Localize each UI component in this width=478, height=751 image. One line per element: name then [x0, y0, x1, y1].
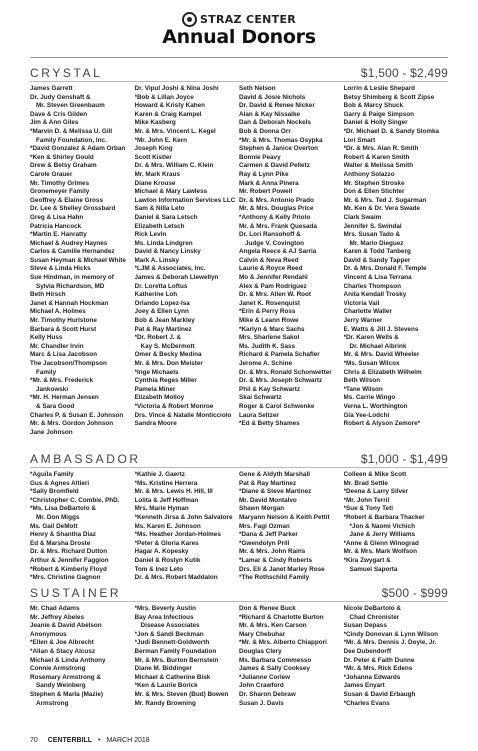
- donor-name: David & Sandy Tapper: [343, 256, 411, 264]
- donor-name: Carlos & Camille Hernandez: [30, 248, 115, 256]
- donor-name: Gene & Aldyth Marshall: [239, 471, 310, 478]
- donor-name: Mr. Timothy Hurlstone: [30, 317, 97, 325]
- donor-name: Gus & Agnes Altieri: [30, 479, 90, 487]
- donor-name: Anthony Solazzo: [343, 170, 395, 178]
- donor-name: Barbara & Scott Hurst: [30, 325, 97, 333]
- donor-name: Michael & Linda Anthony: [30, 656, 106, 664]
- donor-name: Nicole DeBartolo &: [343, 605, 401, 612]
- donor-name: *Dr. & Mrs. Alan R. Smith: [343, 145, 419, 153]
- donor-name: Mr. Randy Browning: [134, 699, 196, 707]
- donor-name: Jankowski: [36, 385, 69, 393]
- donor-name: Sam & Nilla Leto: [134, 205, 185, 213]
- donor-name: Dr. Peter & Faith Dunne: [343, 656, 415, 664]
- donor-name: *Anthony & Kelly Priolo: [239, 213, 311, 221]
- donor-name: Rosemary Armstrong &: [30, 673, 101, 681]
- donor-name: Jane & Jerry Williams: [349, 531, 416, 539]
- donor-name: Mr. Brad Settle: [343, 479, 388, 487]
- donor-name: Anita Kendall Trosky: [343, 291, 407, 299]
- donor-column: [344, 85, 449, 437]
- donor-name: *Kira Zwygart &: [343, 556, 391, 564]
- donor-name: Dave & Cris Gilden: [30, 110, 88, 118]
- donor-name: *Ken & Laurie Borick: [134, 682, 198, 690]
- donor-name: *Ms. Lisa DeBartolo &: [30, 505, 96, 513]
- donor-name: Mr. & Mrs. Ted J. Sugarman: [343, 196, 427, 204]
- donor-name: *Mr. & Mrs. Frederick: [30, 377, 94, 385]
- donor-name: Tom & Inez Leto: [134, 565, 184, 573]
- donor-name: Drs. Vince & Natalie Monticciolo: [134, 411, 232, 419]
- donor-name: Armstrong: [36, 699, 69, 707]
- donor-name: Chris & Elizabeth Wilhelm: [343, 368, 422, 376]
- donor-name: Douglas Clery: [239, 647, 282, 655]
- donor-name: Vincent & Lisa Terrana: [343, 274, 412, 282]
- donor-name: Dr. & Mrs. Ronald Schonwetter: [239, 368, 332, 376]
- donor-name: Family Foundation, Inc.: [36, 136, 107, 144]
- donor-name: Charles P. & Susan E. Johnson: [30, 411, 124, 419]
- donor-name: Family: [36, 368, 57, 376]
- donor-name: *Sally Bromfield: [30, 488, 79, 496]
- donor-name: Jane Johnson: [30, 428, 73, 436]
- donor-name: Robert & Alyson Zemore*: [343, 420, 421, 428]
- donor-name: Mr. & Mrs. David Wheeler: [343, 351, 420, 359]
- donor-name: Elizabeth Molloy: [134, 394, 185, 402]
- donor-name: Chad Chronister: [349, 613, 400, 621]
- donor-name: Laura Seltzer: [239, 411, 279, 419]
- page-header: [0, 0, 478, 66]
- donor-name: Connie Armstrong: [30, 665, 86, 673]
- donor-name: *Peter & Gloria Kares: [134, 539, 199, 547]
- donor-name: *Cindy Donovan & Lynn Wilson: [343, 630, 439, 638]
- issue-date: MARCH 2018: [106, 737, 150, 744]
- donor-name: Anonymous: [30, 630, 67, 638]
- donor-name: *Mr. John Terril: [343, 496, 390, 504]
- donor-name: Dr. Sharon Debraw: [239, 690, 296, 698]
- donor-name: Sandy Weinberg: [36, 682, 86, 690]
- donor-name: Mr. & Mrs. Douglas Price: [239, 205, 314, 213]
- donor-name: Janet & Hannah Hockman: [30, 299, 109, 307]
- donor-name: Jeanie & David Abelson: [30, 622, 102, 630]
- donor-name: *Dana & Jeff Parker: [239, 531, 298, 539]
- donor-name: Shawn Morgan: [239, 505, 285, 513]
- donor-name: Mrs. Sharlene Sakol: [239, 334, 300, 342]
- donor-name: *Julianne Corlew: [239, 673, 291, 681]
- donor-name: Garry & Paige Simpson: [343, 110, 415, 118]
- donor-name: Mr. & Mrs. Vincent L. Kegel: [134, 127, 216, 135]
- donor-name: *Dr. Robert J. &: [134, 334, 182, 342]
- donor-name: Daniel & Sara Letsch: [134, 213, 198, 221]
- donor-name: Sue Hindman, in memory of: [30, 274, 114, 282]
- donor-name: Scott Kistler: [134, 153, 172, 161]
- donor-name: *Allan & Stacy Alcusz: [30, 647, 95, 655]
- donor-name: John Crawford: [239, 682, 284, 690]
- donor-name: Patricia Hancock: [30, 222, 82, 230]
- donor-name: Drs. Eli & Janet Marley Rose: [239, 565, 325, 573]
- donor-name: Steve & Linda Hicks: [30, 265, 91, 273]
- donor-name: Bob & Jean Markley: [134, 317, 195, 325]
- donor-column: [135, 605, 240, 708]
- donor-name: Michael & Mary Lawless: [134, 188, 208, 196]
- donor-name: Roger & Carol Schwenke: [239, 402, 315, 410]
- donor-name: Mr. Chandler Irvin: [30, 342, 84, 350]
- tier-name: SUSTAINER: [30, 586, 122, 600]
- donor-name: Kay S. McDermott: [140, 342, 195, 350]
- donor-name: David & Nancy Linsky: [134, 248, 201, 256]
- tier-range: $1,000 - $1,499: [360, 452, 448, 466]
- donor-name: Ms. Judith K. Sass: [239, 342, 296, 350]
- donor-name: James Garrett: [30, 85, 73, 92]
- donor-name: *Anne & Glenn Winograd: [343, 539, 419, 547]
- donor-name: Alan & Kay Nissalke: [239, 110, 300, 118]
- donor-name: Omer & Becky Medina: [134, 351, 202, 359]
- donor-name: Mary Chebuhar: [239, 630, 286, 638]
- donor-name: Gia Yee-Lodchi: [343, 411, 390, 419]
- donor-name: James Enyart: [343, 682, 385, 690]
- donor-name: *Kathie J. Gaertz: [134, 471, 185, 478]
- donor-name: *Erin & Perry Ross: [239, 308, 296, 316]
- donor-name: Lorrin & Leslie Shepard: [343, 85, 416, 92]
- donor-name: Dr. & Mrs. Allen W. Root: [239, 291, 312, 299]
- donor-name: Dr. & Mrs. Robert Maddalon: [134, 574, 218, 582]
- donor-name: Disease Associates: [140, 622, 200, 630]
- donor-name: Mr. Steven Greenbaum: [36, 102, 105, 110]
- donor-name: Beth Wilson: [343, 377, 381, 385]
- donor-name: *Tane Wilson: [343, 385, 383, 393]
- donor-name: *Dr. Michael D. & Sandy Slomka: [343, 127, 440, 135]
- donor-name: *The Rothschild Family: [239, 574, 310, 582]
- donor-column: [239, 85, 344, 437]
- donor-name: Jerome A. Schine: [239, 360, 293, 367]
- tier-range: $1,500 - $2,499: [360, 66, 448, 80]
- donor-name: Gronemeyer Family: [30, 188, 90, 196]
- donor-name: Don & Ellen Stichter: [343, 188, 405, 196]
- donor-name: Dr. Judy Genshaft &: [30, 93, 91, 101]
- donor-name: Lawton Information Services LLC: [134, 196, 236, 204]
- donor-name: Mr. & Mrs. Lewis H. Hill, III: [134, 488, 213, 496]
- publication-name: CENTERBILL: [47, 737, 93, 744]
- donor-name: Mr. Robert Powell: [239, 188, 293, 196]
- donor-name: *LJM & Associates, Inc.: [134, 265, 206, 273]
- donor-name: Karen & Craig Kampel: [134, 110, 202, 118]
- donor-name: Joseph King: [134, 145, 173, 153]
- donor-name: Maryann Nelson & Keith Pettit: [239, 513, 330, 521]
- donor-name: Bob & Marcy Shuck: [343, 102, 404, 110]
- donor-name: Henry & Shantha Diaz: [30, 531, 96, 539]
- logo-text: STRAZ CENTER: [199, 12, 297, 26]
- donor-name: & Sara Good: [36, 402, 75, 410]
- donor-name: Ed & Marsha Droste: [30, 539, 91, 547]
- donor-name: Mr. & Mrs. Frank Quesada: [239, 222, 317, 230]
- donor-name: *Judi Bennett-Goldworth: [134, 639, 210, 647]
- donor-name: Mr. David Montalvo: [239, 496, 297, 504]
- donor-name: Verna L. Worthington: [343, 402, 408, 410]
- page-number: 70: [30, 737, 38, 744]
- donor-name: *Victoria & Robert Monroe: [134, 402, 214, 410]
- donor-column: [344, 605, 449, 708]
- donor-name: *Charles Evans: [343, 699, 390, 707]
- donor-name: Elizabeth Letsch: [134, 222, 185, 230]
- donor-name: Mr. Don Miggs: [36, 513, 80, 521]
- donor-column: [239, 605, 344, 708]
- donor-name: Geoffrey & Elaine Gross: [30, 196, 103, 204]
- donor-name: E. Watts & Jill J. Stevens: [343, 325, 419, 333]
- donor-name: *Mrs. Christine Gagnon: [30, 574, 101, 582]
- donor-name: Janet K. Rosenquist: [239, 299, 300, 307]
- donor-column: [30, 605, 135, 708]
- donor-name: Dr. & Mrs. Antonio Prado: [239, 196, 314, 204]
- donor-name: Sandra Moore: [134, 420, 177, 428]
- donor-name: *Richard & Charlotte Burton: [239, 613, 324, 621]
- donor-name: Mr. & Mrs. Steven (Bud) Bowen: [134, 690, 229, 698]
- donor-name: James & Deborah Llewellyn: [134, 274, 219, 282]
- donor-name: Phil & Kay Schwartz: [239, 385, 300, 393]
- donor-name: Daniel & Roslyn Kutik: [134, 556, 201, 564]
- donor-name: Mr. & Mrs. Mark Wolfson: [343, 548, 418, 556]
- donor-name: Mr. & Mrs. Ken Carson: [239, 622, 307, 630]
- donor-name: Samuel Saporta: [349, 565, 398, 573]
- donor-name: Mr. Mark Kraus: [134, 170, 180, 178]
- donor-name: Michael & Catherine Bisk: [134, 673, 211, 681]
- donor-name: Laurie & Royce Reed: [239, 265, 303, 273]
- donor-name: Colleen & Mike Scott: [343, 471, 407, 478]
- donor-name: *Robert & Barbara Thacker: [343, 513, 425, 521]
- donor-name: Rick Levin: [134, 231, 167, 239]
- donor-name: *Inge Michaels: [134, 368, 179, 376]
- donor-columns: [30, 605, 448, 708]
- donor-name: *Mr. John E. Kern: [134, 136, 188, 144]
- donor-name: Jim & Ann Giles: [30, 119, 79, 127]
- donor-name: *Mr. & Mrs. Thomas Osypka: [239, 136, 323, 144]
- donor-name: Dr. David & Renee Nicker: [239, 102, 315, 110]
- donor-name: Walter & Melissa Smith: [343, 162, 414, 170]
- donor-name: *Aguila Family: [30, 471, 74, 478]
- donor-name: Charles Thompson: [343, 282, 401, 290]
- donor-name: *Ms. Susan Wilcox: [343, 360, 400, 367]
- donor-name: *Sue & Tony Teti: [343, 505, 393, 513]
- donor-name: Mark & Anna Pinera: [239, 179, 299, 187]
- donor-name: Mr. & Mrs. John Rains: [239, 548, 306, 556]
- donor-name: Mr. Timothy Grimes: [30, 179, 90, 187]
- donor-name: David & Josie Nichols: [239, 93, 306, 101]
- donor-name: *Lamar & Cindy Roberts: [239, 556, 312, 564]
- donor-name: Berman Family Foundation: [134, 647, 217, 655]
- donor-name: Pat & Ray Martinez: [134, 325, 192, 333]
- donor-name: *Mr. & Mrs. Dennis J. Doyle, Jr.: [343, 639, 437, 647]
- donor-name: *Ken & Shirley Gould: [30, 153, 94, 161]
- donor-name: *Mr. & Mrs. Alberto Chiappori: [239, 639, 327, 647]
- donor-name: *Gwendolyn Prill: [239, 539, 290, 547]
- donor-name: *Jon & Sandi Beckman: [134, 630, 204, 638]
- donor-name: Marc & Lisa Jacobson: [30, 351, 97, 359]
- donor-name: Jennifer S. Swindal: [343, 222, 402, 230]
- donor-name: Dr. Lee & Shelley Grossbard: [30, 205, 116, 213]
- donor-name: Mike Kasberg: [134, 119, 176, 127]
- donor-name: *Diane & Steve Martinez: [239, 488, 312, 496]
- tier-range: $500 - $999: [381, 586, 448, 600]
- donor-name: Mr. Jeffrey Abeles: [30, 613, 85, 621]
- donor-name: Dan & Deborah Nockels: [239, 119, 311, 127]
- donor-name: Ms. Linda Lindgren: [134, 239, 193, 247]
- donor-name: Hagar A. Kopesky: [134, 548, 189, 556]
- donor-name: Stephen & Marla (Mazie): [30, 690, 103, 698]
- donor-name: Charlotte Waller: [343, 308, 392, 316]
- donor-name: *Bob & Lillan Joyce: [134, 93, 194, 101]
- donor-name: Greg & Lisa Hahn: [30, 213, 84, 221]
- donor-name: Cynthia Reges Miller: [134, 377, 197, 385]
- donor-name: Skai Schwartz: [239, 394, 282, 402]
- donor-column: [239, 471, 344, 583]
- donor-name: Ms. Carrie Wingo: [343, 394, 396, 402]
- donor-name: Dr. Lori Ransohoff &: [239, 231, 301, 239]
- footer-separator: •: [98, 737, 101, 744]
- donor-columns: [30, 85, 448, 437]
- donor-name: Susan Heyman & Michael White: [30, 256, 126, 264]
- donor-name: *Martin E. Hanratty: [30, 231, 87, 239]
- donor-name: Dr. & Mrs. Joseph Schwartz: [239, 377, 323, 385]
- donor-name: *Marvin D. & Melissa U. Gill: [30, 127, 113, 135]
- donor-name: Kelly Huss: [30, 334, 63, 342]
- donor-name: Dee Dubendorff: [343, 647, 392, 655]
- donor-name: Ms. Gail DeMott: [30, 522, 78, 530]
- donor-name: Susan Depass: [343, 622, 387, 630]
- donor-name: Daniel & Holly Singer: [343, 119, 408, 127]
- donor-name: *Ms. Kristine Herrera: [134, 479, 198, 487]
- donor-name: *Mr. H. Herman Jensen: [30, 394, 99, 402]
- donor-name: *Karlyn & Marc Sachs: [239, 325, 305, 333]
- donor-name: Alex & Pam Rodriguez: [239, 282, 307, 290]
- donor-name: Mrs. Fagi Ozman: [239, 522, 290, 530]
- title-divider: [30, 57, 448, 58]
- donor-name: James & Sally Cooksey: [239, 665, 310, 673]
- donor-name: *Robert & Kimberly Floyd: [30, 565, 107, 573]
- donor-name: Calvin & Neva Reed: [239, 256, 299, 264]
- donor-name: Mark A. Linsky: [134, 256, 180, 264]
- donor-name: Howard & Kristy Kahen: [134, 102, 205, 110]
- donor-name: Mr. Chad Adams: [30, 605, 80, 612]
- donor-name: Ray & Lynn Pike: [239, 170, 289, 178]
- donor-name: *Ms. Heather Jordan-Holmes: [134, 531, 221, 539]
- donor-name: Sylvia Richardson, MD: [36, 282, 105, 290]
- donor-name: Mr. Mario Dieguez: [349, 239, 404, 247]
- donor-section-crystal: [30, 66, 448, 437]
- donor-name: Beth Hirsch: [30, 291, 66, 299]
- donor-name: Michael A. Holmes: [30, 308, 86, 316]
- donor-name: Arthur & Jennifer Faggion: [30, 556, 109, 564]
- section-header: [30, 66, 448, 82]
- donor-name: *Kenneth Jirsa & John Salvatore: [134, 513, 233, 521]
- donor-name: Robert & Karen Smith: [343, 153, 410, 161]
- tier-name: CRYSTAL: [30, 66, 103, 80]
- donor-name: Lori Smart: [343, 136, 376, 144]
- donor-name: Clark Swaim: [343, 213, 382, 221]
- donor-name: Bay Area Infectious: [134, 613, 194, 621]
- donor-name: Joey & Ellen Lynn: [134, 308, 189, 316]
- donor-name: Betsy Shimberg & Scott Zipse: [343, 93, 435, 101]
- donor-name: *Ellen & Joe Albrecht: [30, 639, 94, 647]
- donor-name: Victoria Vail: [343, 299, 380, 307]
- donor-name: Mr. & Mrs. Gordon Johnson: [30, 420, 114, 428]
- donor-name: Susan & David Erbaugh: [343, 690, 416, 698]
- donor-name: Seth Nelson: [239, 85, 276, 92]
- donor-name: Mrs. Marie Hyman: [134, 505, 189, 513]
- donor-name: *Deena & Larry Silver: [343, 488, 409, 496]
- page-title: Annual Donors: [162, 26, 316, 48]
- donor-name: Bonnie Peavy: [239, 153, 281, 161]
- donor-name: Mr. & Mrs. Don Meister: [134, 360, 203, 367]
- donor-name: Don & Renee Buck: [239, 605, 296, 612]
- donor-name: Mo & Jennifer Rendahl: [239, 274, 308, 282]
- donor-column: [344, 471, 449, 583]
- donor-columns: [30, 471, 448, 583]
- donor-name: Katherine Loh: [134, 291, 178, 299]
- donor-column: [135, 85, 240, 437]
- page-footer: [30, 737, 448, 749]
- donor-name: *David Gonzalez & Adam Orban: [30, 145, 126, 153]
- donor-name: *Ed & Betty Shames: [239, 420, 300, 428]
- donor-name: Mr. Stephen Stroske: [343, 179, 405, 187]
- donor-name: Dr. & Mrs. Donald F. Temple: [343, 265, 427, 273]
- donor-name: Michael & Audrey Haynes: [30, 239, 108, 247]
- donor-name: *Johanna Edwards: [343, 673, 401, 681]
- section-header: [30, 452, 448, 468]
- donor-name: The Jacobson/Thompson: [30, 360, 107, 367]
- donor-column: [30, 471, 135, 583]
- straz-logo-icon: [182, 12, 197, 27]
- donor-section-sustainer: [30, 586, 448, 708]
- donor-column: [30, 85, 135, 437]
- donor-name: Mike & Leann Rowe: [239, 317, 299, 325]
- donor-name: Diane M. Biddinger: [134, 665, 192, 673]
- donor-name: Susan J. Davis: [239, 699, 284, 707]
- donor-name: Mr. Ken & Dr. Vera Swade: [343, 205, 421, 213]
- donor-name: *Mr. & Mrs. Rick Edens: [343, 665, 413, 673]
- donor-name: Dr. Vipul Joshi & Nina Joshi: [134, 85, 219, 92]
- donor-name: Bob & Donna Orr: [239, 127, 291, 135]
- donor-section-ambassador: [30, 452, 448, 583]
- tier-name: AMBASSADOR: [30, 452, 141, 466]
- donor-name: Karen & Todd Tanberg: [343, 248, 411, 256]
- donor-name: Dr. & Mrs. William C. Klein: [134, 162, 214, 170]
- donor-column: [135, 471, 240, 583]
- donor-name: Ms. Karen E. Johnson: [134, 522, 201, 530]
- donor-name: Ms. Barbara Commesso: [239, 656, 312, 664]
- donor-name: Mr. & Mrs. Burton Bernstein: [134, 656, 219, 664]
- donor-name: Pamela Miner: [134, 385, 176, 393]
- donor-name: Mrs. Susan Tado &: [343, 231, 401, 239]
- donor-name: *Mrs. Beverly Austin: [134, 605, 196, 612]
- donor-name: Carmen & David Pelletz: [239, 162, 310, 170]
- donor-name: Angela Reece & AJ Sarria: [239, 248, 317, 256]
- donor-name: *Dr. Karen Wells &: [343, 334, 399, 342]
- donor-name: Dr. & Mrs. Richard Dutton: [30, 548, 108, 556]
- donor-name: Dr. Michael Albrink: [349, 342, 407, 350]
- donor-name: Jerry Warner: [343, 317, 383, 325]
- donor-name: Lolita & Jeff Hoffman: [134, 496, 199, 504]
- donor-name: Pat & Ray Martinez: [239, 479, 297, 487]
- donor-name: Diane Krouse: [134, 179, 176, 187]
- section-header: [30, 586, 448, 602]
- donor-name: Carole Grauer: [30, 170, 73, 178]
- donor-name: *Christopher C. Combie, PhD.: [30, 496, 120, 504]
- donor-name: Richard & Pamela Schafler: [239, 351, 320, 359]
- donor-name: Judge V. Covington: [245, 239, 304, 247]
- donor-name: *Jon & Naomi Vichich: [349, 522, 415, 530]
- donor-name: Drew & Betsy Graham: [30, 162, 97, 170]
- donor-name: Stephen & Janice Overton: [239, 145, 318, 153]
- donor-name: Orlando Lopez-Isa: [134, 299, 190, 307]
- donor-name: Dr. Loretta Loftus: [134, 282, 188, 290]
